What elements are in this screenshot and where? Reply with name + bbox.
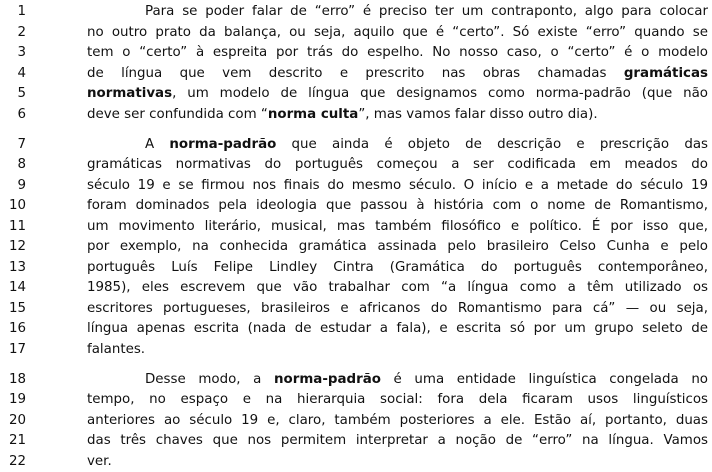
text-segment: 1985), eles escrevem que vão trabalhar com “a língua como a têm utilizado os xyxy=(87,280,708,295)
text-line xyxy=(0,176,712,196)
line-number: 13 xyxy=(8,259,26,275)
line-number: 10 xyxy=(8,198,26,213)
text-line xyxy=(0,43,712,63)
line-number: 20 xyxy=(8,412,26,428)
line-text xyxy=(87,452,708,472)
line-number: 9 xyxy=(17,177,26,193)
line-text xyxy=(87,196,708,216)
text-line xyxy=(0,135,712,155)
bold-term: gramáticas xyxy=(623,65,708,81)
bold-term: norma culta xyxy=(267,106,359,122)
line-text xyxy=(87,370,708,390)
line-number: 22 xyxy=(8,453,26,469)
line-number: 16 xyxy=(8,321,26,336)
text-segment: no outro prato da balança, ou seja, aquilo que é “certo”. Só existe “erro” quando se xyxy=(87,24,708,40)
line-number: 8 xyxy=(17,157,26,172)
text-line xyxy=(0,237,712,257)
text-segment: A xyxy=(145,136,170,152)
line-text xyxy=(87,2,708,22)
line-text xyxy=(87,237,708,257)
text-segment: das três chaves que nos permitem interpretar a noção de “erro” na língua. Vamos xyxy=(87,433,708,448)
line-text xyxy=(87,64,708,84)
line-text xyxy=(87,319,708,339)
text-segment: ver. xyxy=(87,453,112,469)
text-segment: Para se poder falar de “erro” é preciso ter um contraponto, algo para colocar xyxy=(145,4,708,19)
line-number: 7 xyxy=(17,136,26,152)
line-text xyxy=(87,299,708,319)
text-segment: tempo, no espaço e na hierarquia social: fora dela ficaram usos linguísticos xyxy=(87,392,708,407)
text-segment: que ainda é objeto de descrição e prescrição das xyxy=(276,136,708,152)
line-text xyxy=(87,390,708,410)
line-number: 21 xyxy=(8,433,26,448)
text-segment: português Luís Felipe Lindley Cintra (Gramática do português contemporâneo, xyxy=(87,259,708,275)
text-segment: século 19 e se firmou nos finais do mesmo século. O início e a metade do século 19 xyxy=(87,177,708,193)
line-number: 14 xyxy=(8,280,26,295)
text-line xyxy=(0,278,712,298)
line-number: 17 xyxy=(8,341,26,357)
text-segment: escritores portugueses, brasileiros e africanos do Romantismo para cá” — ou seja, xyxy=(87,300,708,316)
text-line xyxy=(0,217,712,237)
text-line xyxy=(0,196,712,216)
line-number: 6 xyxy=(17,106,26,122)
line-text xyxy=(87,176,708,196)
line-number: 18 xyxy=(8,371,26,387)
text-line xyxy=(0,431,712,451)
text-line xyxy=(0,23,712,43)
text-line xyxy=(0,370,712,390)
text-line xyxy=(0,84,712,104)
text-segment: é uma entidade linguística congelada no xyxy=(380,371,708,387)
text-segment: gramáticas normativas do português começou a ser codificada em meados do xyxy=(87,157,708,172)
text-segment: tem o “certo” à espreita por trás do espelho. No nosso caso, o “certo” é o modelo xyxy=(87,45,708,60)
line-text xyxy=(87,411,708,431)
text-line xyxy=(0,411,712,431)
line-number: 15 xyxy=(8,300,26,316)
text-line xyxy=(0,340,712,360)
line-number: 3 xyxy=(17,45,26,60)
text-line xyxy=(0,2,712,22)
bold-term: norma-padrão xyxy=(169,136,277,152)
text-segment: Desse modo, a xyxy=(145,371,274,387)
line-text xyxy=(87,217,708,237)
line-text xyxy=(87,340,708,360)
text-line xyxy=(0,105,712,125)
line-number: 12 xyxy=(8,239,26,254)
line-text xyxy=(87,84,708,104)
text-segment: ”, mas vamos falar disso outro dia). xyxy=(358,106,598,122)
text-line xyxy=(0,155,712,175)
line-number: 2 xyxy=(17,24,26,40)
text-line xyxy=(0,390,712,410)
bold-term: normativas xyxy=(87,86,173,101)
text-segment: de língua que vem descrito e prescrito nas obras chamadas xyxy=(87,65,624,81)
line-number: 5 xyxy=(17,86,26,101)
text-segment: anteriores ao século 19 e, claro, também posteriores a ele. Estão aí, portanto, duas xyxy=(87,412,708,428)
line-number: 11 xyxy=(8,218,26,234)
text-segment: por exemplo, na conhecida gramática assinada pelo brasileiro Celso Cunha e pelo xyxy=(87,239,708,254)
line-text xyxy=(87,105,708,125)
text-segment: um movimento literário, musical, mas também filosófico e político. É por isso que, xyxy=(87,218,708,234)
line-number: 19 xyxy=(8,392,26,407)
line-text xyxy=(87,155,708,175)
bold-term: norma-padrão xyxy=(274,371,381,387)
text-line xyxy=(0,299,712,319)
line-number: 4 xyxy=(17,65,26,81)
text-segment: , um modelo de língua que designamos como norma-padrão (que não xyxy=(172,86,708,101)
text-segment: foram dominados pela ideologia que passou à história com o nome de Romantismo, xyxy=(87,198,708,213)
line-text xyxy=(87,43,708,63)
text-segment: língua apenas escrita (nada de estudar a fala), e escrita só por um grupo seleto de xyxy=(87,321,708,336)
line-text xyxy=(87,431,708,451)
text-line xyxy=(0,452,712,472)
text-segment: deve ser confundida com “ xyxy=(87,106,268,122)
line-text xyxy=(87,258,708,278)
line-text xyxy=(87,278,708,298)
text-line xyxy=(0,319,712,339)
line-text xyxy=(87,135,708,155)
text-segment: falantes. xyxy=(87,341,146,357)
line-text xyxy=(87,23,708,43)
line-number: 1 xyxy=(17,4,26,19)
text-line xyxy=(0,258,712,278)
text-line xyxy=(0,64,712,84)
